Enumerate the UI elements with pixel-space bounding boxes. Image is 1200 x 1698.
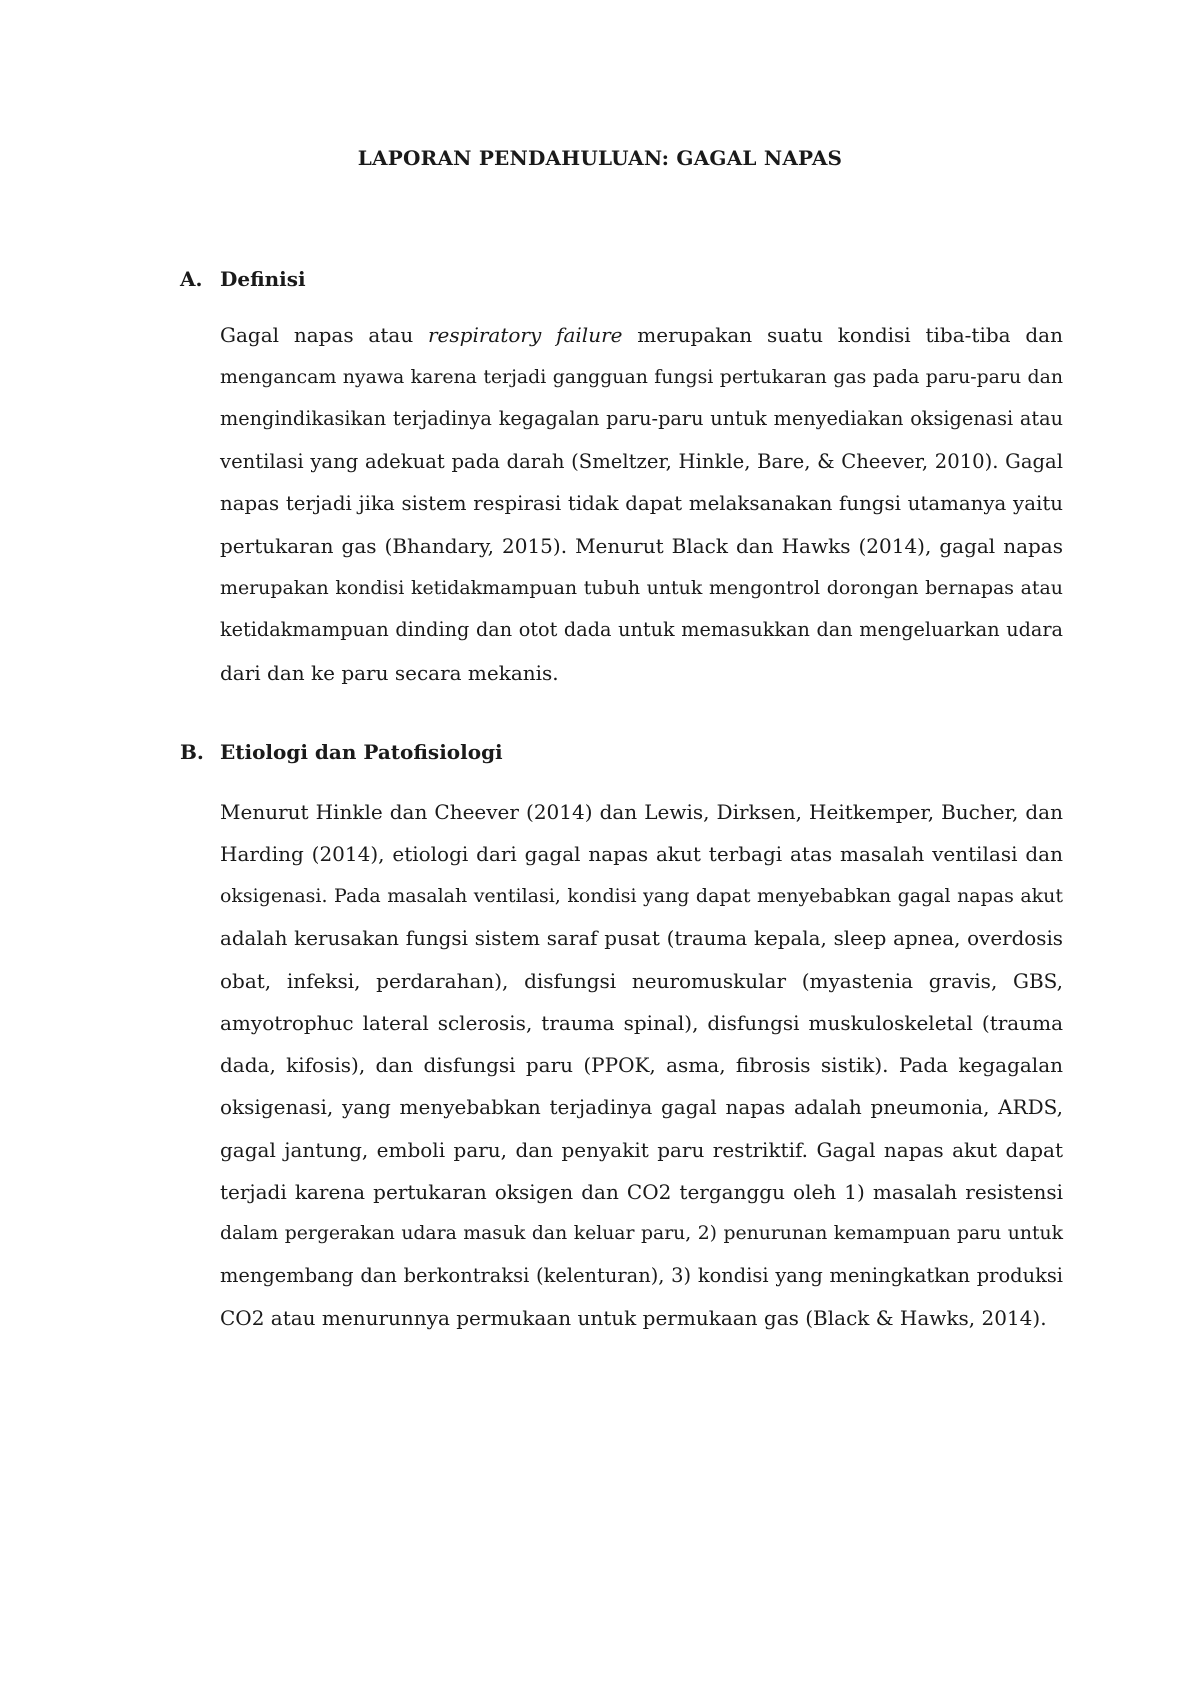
section-title: Definisi bbox=[220, 267, 306, 291]
section-letter: B. bbox=[180, 740, 204, 764]
paragraph-line: mengembang dan berkontraksi (kelenturan), 3) kondisi yang meningkatkan produksi bbox=[220, 1264, 1063, 1288]
paragraph-line: ventilasi yang adekuat pada darah (Smeltzer, Hinkle, Bare, & Cheever, 2010). Gagal bbox=[220, 449, 1063, 473]
paragraph-line: dalam pergerakan udara masuk dan keluar paru, 2) penurunan kemampuan paru untuk bbox=[220, 1222, 1063, 1244]
paragraph-line: terjadi karena pertukaran oksigen dan CO2 terganggu oleh 1) masalah resistensi bbox=[220, 1179, 1063, 1204]
paragraph-line: napas terjadi jika sistem respirasi tidak dapat melaksanakan fungsi utamanya yaitu bbox=[220, 491, 1063, 515]
paragraph-line: ketidakmampuan dinding dan otot dada untuk memasukkan dan mengeluarkan udara bbox=[220, 618, 1063, 642]
italic-term: respiratory failure bbox=[428, 323, 623, 347]
paragraph-line: amyotrophuc lateral sclerosis, trauma spinal), disfungsi muskuloskeletal (trauma bbox=[220, 1010, 1063, 1035]
paragraph-line: pertukaran gas (Bhandary, 2015). Menurut Black dan Hawks (2014), gagal napas bbox=[220, 533, 1063, 558]
section-letter: A. bbox=[180, 267, 203, 291]
paragraph-line: mengancam nyawa karena terjadi gangguan fungsi pertukaran gas pada paru-paru dan bbox=[220, 366, 1063, 389]
paragraph-line: adalah kerusakan fungsi sistem saraf pusat (trauma kepala, sleep apnea, overdosis bbox=[220, 926, 1063, 950]
paragraph-line: oksigenasi. Pada masalah ventilasi, kondisi yang dapat menyebabkan gagal napas akut bbox=[220, 885, 1063, 908]
paragraph-line: Harding (2014), etiologi dari gagal napas akut terbagi atas masalah ventilasi dan bbox=[220, 842, 1063, 867]
paragraph-definisi bbox=[220, 314, 1063, 694]
section-heading-etiologi bbox=[180, 740, 1080, 764]
paragraph-line: oksigenasi, yang menyebabkan terjadinya gagal napas adalah pneumonia, ARDS, bbox=[220, 1095, 1063, 1120]
section-heading-definisi bbox=[180, 267, 1080, 291]
paragraph-line: dari dan ke paru secara mekanis. bbox=[220, 660, 559, 685]
document-title: LAPORAN PENDAHULUAN: GAGAL NAPAS bbox=[357, 146, 843, 170]
paragraph-line: mengindikasikan terjadinya kegagalan paru-paru untuk menyediakan oksigenasi atau bbox=[220, 407, 1063, 431]
paragraph-line: CO2 atau menurunnya permukaan untuk permukaan gas (Black & Hawks, 2014). bbox=[220, 1306, 1047, 1331]
paragraph-etiologi bbox=[220, 791, 1063, 1339]
paragraph-line: merupakan kondisi ketidakmampuan tubuh untuk mengontrol dorongan bernapas atau bbox=[220, 577, 1063, 600]
paragraph-line: obat, infeksi, perdarahan), disfungsi neuromuskular (myastenia gravis, GBS, bbox=[220, 968, 1063, 993]
paragraph-line: gagal jantung, emboli paru, dan penyakit paru restriktif. Gagal napas akut dapat bbox=[220, 1137, 1063, 1162]
paragraph-line: Menurut Hinkle dan Cheever (2014) dan Lewis, Dirksen, Heitkemper, Bucher, dan bbox=[220, 800, 1063, 824]
section-title: Etiologi dan Patofisiologi bbox=[220, 740, 503, 764]
paragraph-line: dada, kifosis), dan disfungsi paru (PPOK, asma, fibrosis sistik). Pada kegagalan bbox=[220, 1053, 1063, 1078]
paragraph-line: Gagal napas atau respiratory failure merupakan suatu kondisi tiba-tiba dan bbox=[220, 323, 1063, 347]
